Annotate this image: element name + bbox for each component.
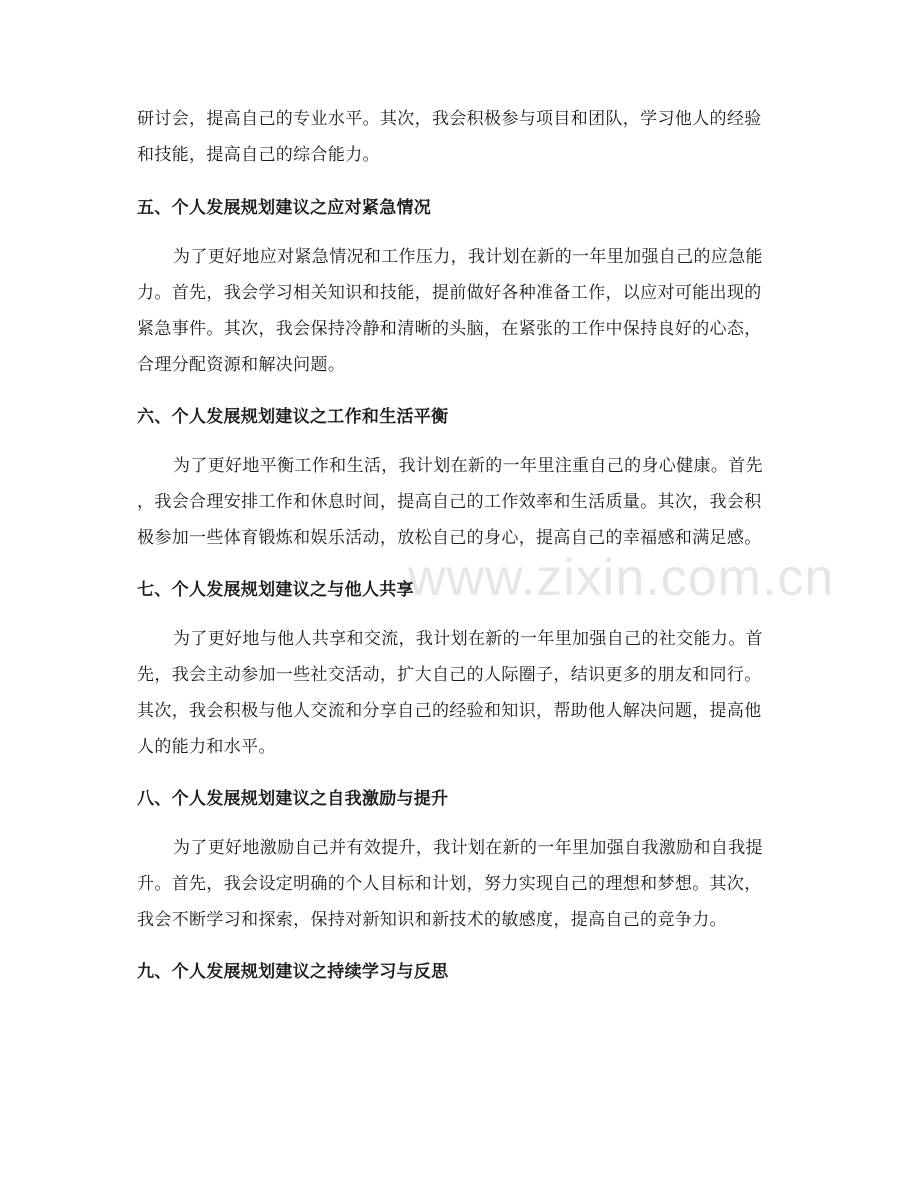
paragraph-line: 升。首先，我会设定明确的个人目标和计划，努力实现自己的理想和梦想。其次， <box>137 874 762 894</box>
paragraph-line: 为了更好地平衡工作和生活，我计划在新的一年里注重自己的身心健康。首先 <box>173 456 763 476</box>
paragraph-line: 为了更好地与他人共享和交流，我计划在新的一年里加强自己的社交能力。首 <box>173 629 763 649</box>
section-heading: 六、个人发展规划建议之工作和生活平衡 <box>137 407 449 427</box>
paragraph-line: 先，我会主动参加一些社交活动，扩大自己的人际圈子，结识更多的朋友和同行。 <box>137 665 762 685</box>
paragraph-line: 我会不断学习和探索，保持对新知识和新技术的敏感度，提高自己的竞争力。 <box>137 910 727 930</box>
paragraph-line: 极参加一些体育锻炼和娱乐活动，放松自己的身心，提高自己的幸福感和满足感。 <box>137 528 762 548</box>
section-heading: 八、个人发展规划建议之自我激励与提升 <box>137 789 449 809</box>
paragraph-line: 紧急事件。其次，我会保持冷静和清晰的头脑，在紧张的工作中保持良好的心态， <box>137 319 762 339</box>
paragraph-line: 研讨会，提高自己的专业水平。其次，我会积极参与项目和团队，学习他人的经验 <box>137 109 762 129</box>
paragraph-line: 合理分配资源和解决问题。 <box>137 355 346 375</box>
section-heading: 七、个人发展规划建议之与他人共享 <box>137 580 414 600</box>
paragraph-line: 力。首先，我会学习相关知识和技能，提前做好各种准备工作，以应对可能出现的 <box>137 283 762 303</box>
section-heading: 九、个人发展规划建议之持续学习与反思 <box>137 962 449 982</box>
paragraph-line: 其次，我会积极与他人交流和分享自己的经验和知识，帮助他人解决问题，提高他 <box>137 701 762 721</box>
paragraph-line: ，我会合理安排工作和休息时间，提高自己的工作效率和生活质量。其次，我会积 <box>137 492 762 512</box>
watermark: www.zixin.com.cn <box>408 549 835 607</box>
paragraph-line: 为了更好地激励自己并有效提升，我计划在新的一年里加强自我激励和自我提 <box>173 838 763 858</box>
paragraph-line: 为了更好地应对紧急情况和工作压力，我计划在新的一年里加强自己的应急能 <box>173 247 763 267</box>
paragraph-line: 人的能力和水平。 <box>137 737 276 757</box>
paragraph-line: 和技能，提高自己的综合能力。 <box>137 145 380 165</box>
section-heading: 五、个人发展规划建议之应对紧急情况 <box>137 198 432 218</box>
